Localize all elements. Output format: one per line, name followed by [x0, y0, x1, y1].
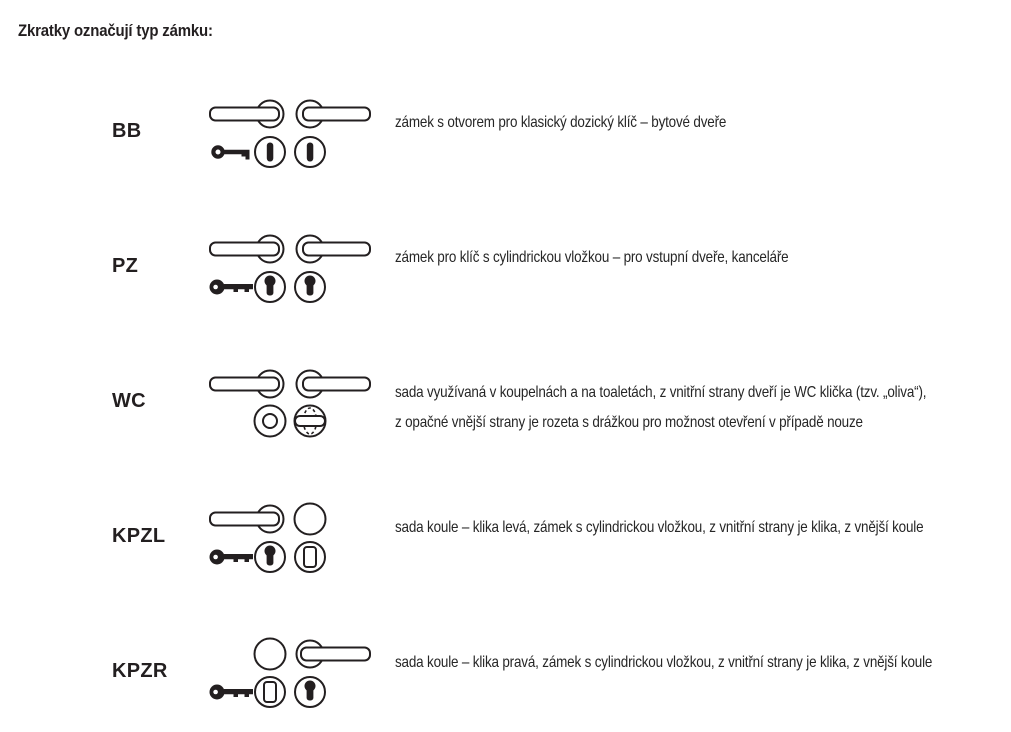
- classic-keyhole-rosette-icon: [295, 137, 325, 167]
- bb-lock-icon: [205, 96, 375, 172]
- kpzr-lock-icon: [205, 636, 375, 712]
- lock-type-row-wc: [0, 366, 1011, 442]
- lock-code-label: KPZL: [112, 525, 166, 547]
- lever-handle-left-icon: [210, 101, 284, 128]
- description-line: zámek s otvorem pro klasický dozický klíč – bytové dveře: [395, 114, 727, 131]
- lock-type-row-kpzl: [0, 501, 1011, 577]
- classic-key-icon: [213, 147, 249, 159]
- lock-code-label: KPZR: [112, 660, 168, 682]
- description-line: sada koule – klika levá, zámek s cylindrickou vložkou, z vnitřní strany je klika, z vnější koule: [395, 519, 924, 536]
- cylinder-key-icon: [210, 550, 254, 565]
- cylinder-key-icon: [210, 685, 254, 700]
- description-line: z opačné vnější strany je rozeta s drážkou pro možnost otevření v případě nouze: [395, 414, 863, 431]
- lock-code-label: WC: [112, 390, 146, 412]
- lever-handle-left-icon: [210, 236, 284, 263]
- lock-description: [395, 243, 788, 273]
- lever-handle-right-icon: [297, 641, 371, 668]
- blind-rosette-icon: [295, 542, 325, 572]
- lock-code-label: PZ: [112, 255, 139, 277]
- wc-thumb-turn-oliva-icon: [295, 406, 326, 437]
- kpzl-lock-icon: [205, 501, 375, 577]
- description-line: sada využívaná v koupelnách a na toaletách, z vnitřní strany dveří je WC klička (tzv. „oliva“),: [395, 384, 927, 401]
- cylinder-key-icon: [210, 280, 254, 295]
- lock-type-row-pz: [0, 231, 1011, 307]
- lock-description: [395, 378, 926, 438]
- classic-keyhole-rosette-icon: [255, 137, 285, 167]
- lock-description: [395, 513, 923, 543]
- lock-type-row-kpzr: [0, 636, 1011, 712]
- lock-description: [395, 108, 726, 138]
- grooved-rosette-icon: [255, 406, 286, 437]
- lever-handle-right-icon: [297, 371, 371, 398]
- cylinder-keyhole-rosette-icon: [255, 272, 285, 302]
- lever-handle-left-icon: [210, 506, 284, 533]
- lever-handle-left-icon: [210, 371, 284, 398]
- knob-icon: [295, 504, 326, 535]
- cylinder-keyhole-rosette-icon: [255, 542, 285, 572]
- lock-type-row-bb: [0, 96, 1011, 172]
- blind-rosette-icon: [255, 677, 285, 707]
- wc-lock-icon: [205, 366, 375, 442]
- cylinder-keyhole-rosette-icon: [295, 272, 325, 302]
- lock-description: [395, 648, 932, 678]
- lock-code-label: BB: [112, 120, 142, 142]
- lever-handle-right-icon: [297, 101, 371, 128]
- description-line: zámek pro klíč s cylindrickou vložkou – pro vstupní dveře, kanceláře: [395, 249, 789, 266]
- page-title: Zkratky označují typ zámku:: [18, 21, 213, 40]
- cylinder-keyhole-rosette-icon: [295, 677, 325, 707]
- description-line: sada koule – klika pravá, zámek s cylindrickou vložkou, z vnitřní strany je klika, z vnější koule: [395, 654, 933, 671]
- knob-icon: [255, 639, 286, 670]
- pz-lock-icon: [205, 231, 375, 307]
- lever-handle-right-icon: [297, 236, 371, 263]
